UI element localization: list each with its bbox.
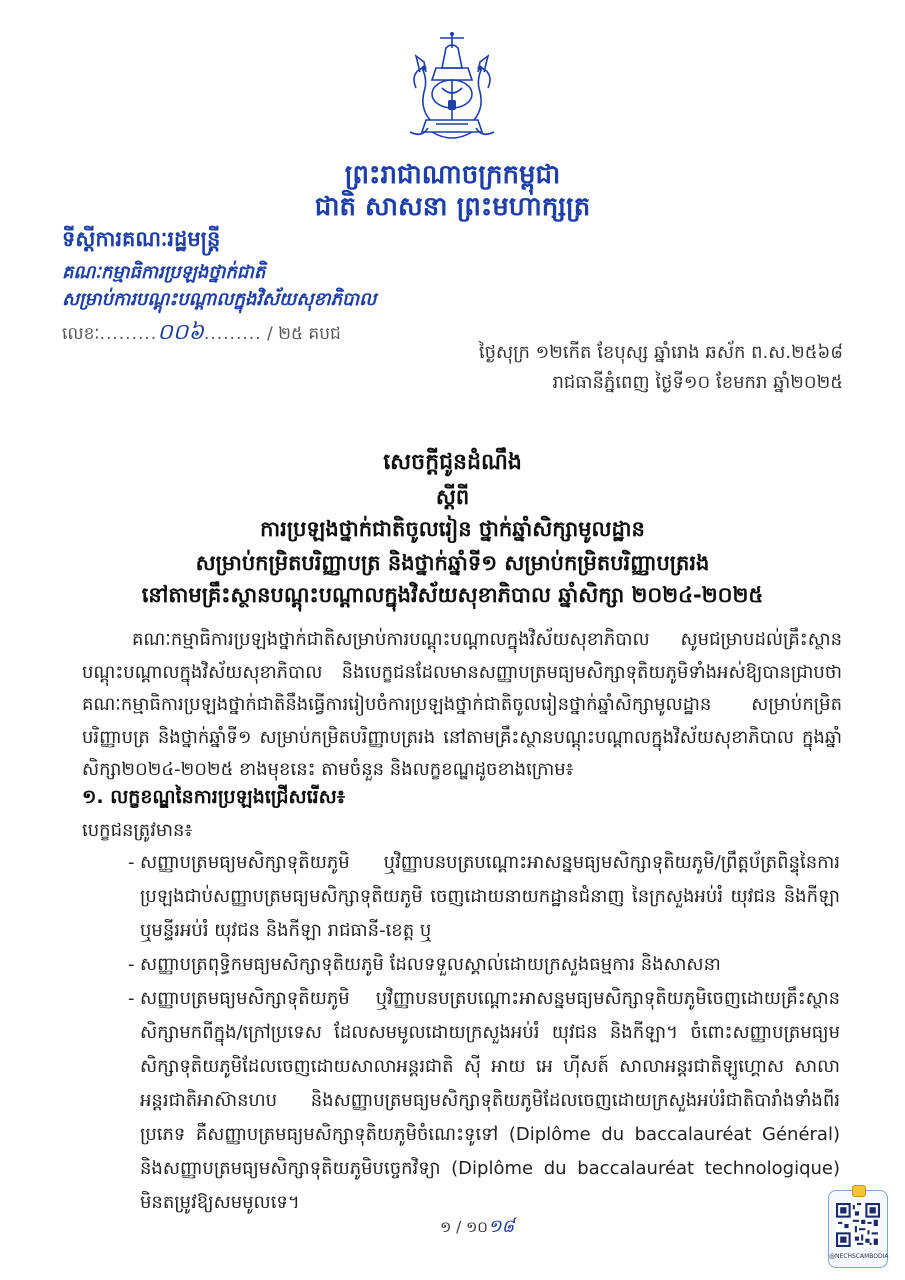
qr-label: @NECHSCAMBODIA	[829, 1253, 889, 1260]
kingdom-title: ព្រះរាជាណាចក្រកម្ពុជា	[344, 160, 561, 190]
requirement-text: សញ្ញាបត្រមធ្យមសិក្សាទុតិយភូមិ ឬវិញ្ញាបនបត្របណ្តោះអាសន្នមធ្យមសិក្សាទុតិយភូមិចេញដោយគ្រឹះស្ថានសិក្សាមកពីក្នុង/ក្រៅប្រទេស ដែលសមមូលដោយក្រសួងអប់រំ យុវជន និងកីឡា។ ចំពោះសញ្ញាបត្រមធ្យមសិក្សាទុតិយភូមិដែលចេញដោយសាលាអន្តរជាតិ ស៊ី អាយ អេ ហ៊ីសត៍ សាលាអន្តរជាតិឡូហ្គោស សាលាអន្តរជាតិអាស៊ានហប និងសញ្ញាបត្រមធ្យមសិក្សាទុតិយភូមិដែលចេញដោយក្រសួងអប់រំជាតិបារាំងទាំងពីរប្រភេទ គឺសញ្ញាបត្រមធ្យមសិក្សាទុតិយភូមិចំណេះទូទៅ (Diplôme du baccalauréat Général) និងសញ្ញាបត្រមធ្យមសិក្សាទុតិយភូមិបច្ចេកវិទ្យា (Diplôme du baccalauréat technologique) មិនតម្រូវឱ្យសមមូលទេ។	[140, 988, 840, 1213]
reference-number-line	[62, 318, 341, 350]
requirements-list	[128, 846, 840, 1213]
page-number	[440, 1214, 514, 1241]
notice-subject-line3: នៅតាមគ្រឹះស្ថានបណ្តុះបណ្តាលក្នុងវិស័យសុខាភិបាល ឆ្នាំសិក្សា ២០២៤-២០២៥	[141, 583, 764, 607]
section-1-title: ១. លក្ខខណ្ឌនៃការប្រឡងជ្រើសរើស៖	[82, 786, 346, 808]
national-motto: ជាតិ សាសនា ព្រះមហាក្សត្រ	[314, 192, 591, 222]
reference-dots-after: .........	[203, 324, 262, 344]
committee-name-line1: គណៈកម្មាធិការប្រឡងថ្នាក់ជាតិ	[62, 262, 266, 283]
handwritten-mark: ១៨	[487, 1216, 515, 1237]
section-1-lead: បេក្ខជនត្រូវមាន៖	[82, 820, 193, 841]
reference-suffix: / ២៥ គបជ	[266, 324, 341, 344]
notice-subject-line2: សម្រាប់កម្រិតបរិញ្ញាបត្រ និងថ្នាក់ឆ្នាំទី១ សម្រាប់កម្រិតបរិញ្ញាបត្ររង	[195, 551, 710, 575]
notice-title: សេចក្តីជូនដំណឹង	[383, 450, 522, 475]
lunar-date: ថ្ងៃសុក្រ ១២កើត ខែបុស្ស ឆ្នាំរោង ឆស័ក ព.ស.២៥៦៨	[478, 342, 843, 363]
reference-prefix: លេខៈ	[62, 324, 100, 344]
intro-paragraph	[82, 624, 842, 787]
list-item: - សញ្ញាបត្រពុទ្ធិកមធ្យមសិក្សាទុតិយភូមិ ដែលទទួលស្គាល់ដោយក្រសួងធម្មការ និងសាសនា	[128, 954, 721, 975]
office-name: ទីស្តីការគណៈរដ្ឋមន្ត្រី	[62, 227, 221, 251]
gregorian-date: រាជធានីភ្នំពេញ ថ្ងៃទី១០ ខែមករា ឆ្នាំ២០២៥	[552, 372, 843, 393]
qr-code-badge[interactable]	[828, 1190, 888, 1268]
committee-name-line2: សម្រាប់ការបណ្តុះបណ្តាលក្នុងវិស័យសុខាភិបាល	[62, 289, 377, 310]
requirement-text: សញ្ញាបត្រមធ្យមសិក្សាទុតិយភូមិ ឬវិញ្ញាបនបត្របណ្តោះអាសន្នមធ្យមសិក្សាទុតិយភូមិ/ព្រឹត្តប័ត្រពិន្ទុនៃការប្រឡងជាប់សញ្ញាបត្រមធ្យមសិក្សាទុតិយភូមិ ចេញដោយនាយកដ្ឋានជំនាញ នៃក្រសួងអប់រំ យុវជន និងកីឡា ឬមន្ទីរអប់រំ យុវជន និងកីឡា រាជធានី-ខេត្ត ឬ	[140, 852, 840, 941]
qr-code-icon[interactable]	[836, 1203, 880, 1247]
page-number-text: ១ / ១០	[440, 1218, 488, 1236]
intro-text: គណៈកម្មាធិការប្រឡងថ្នាក់ជាតិសម្រាប់ការបណ្តុះបណ្តាលក្នុងវិស័យសុខាភិបាល សូមជម្រាបដល់គ្រឹះស្ថានបណ្តុះបណ្តាលក្នុងវិស័យសុខាភិបាល និងបេក្ខជនដែលមានសញ្ញាបត្រមធ្យមសិក្សាទុតិយភូមិទាំងអស់ឱ្យបានជ្រាបថា គណៈកម្មាធិការប្រឡងថ្នាក់ជាតិនឹងធ្វើការរៀបចំការប្រឡងថ្នាក់ជាតិចូលរៀនថ្នាក់ឆ្នាំសិក្សាមូលដ្ឋាន សម្រាប់កម្រិតបរិញ្ញាបត្រ និងថ្នាក់ឆ្នាំទី១ សម្រាប់កម្រិតបរិញ្ញាបត្ររង នៅតាមគ្រឹះស្ថានបណ្តុះបណ្តាលក្នុងវិស័យសុខាភិបាល ក្នុងឆ្នាំសិក្សា២០២៤-២០២៥ ខាងមុខនេះ តាមចំនួន និងលក្ខខណ្ឌដូចខាងក្រោម៖	[82, 629, 842, 780]
badge-clip-icon	[852, 1185, 866, 1197]
notice-subject-line1: ការប្រឡងថ្នាក់ជាតិចូលរៀន ថ្នាក់ឆ្នាំសិក្សាមូលដ្ឋាន	[260, 517, 645, 541]
list-item: - សញ្ញាបត្រមធ្យមសិក្សាទុតិយភូមិ ឬវិញ្ញាបនបត្របណ្តោះអាសន្នមធ្យមសិក្សាទុតិយភូមិចេញដោយគ្រឹះស្ថានសិក្សាមកពីក្នុង/ក្រៅប្រទេស ដែលសមមូលដោយក្រសួងអប់រំ យុវជន និងកីឡា។ ចំពោះសញ្ញាបត្រមធ្យមសិក្សាទុតិយភូមិដែលចេញដោយសាលាអន្តរជាតិ ស៊ី អាយ អេ ហ៊ីសត៍ សាលាអន្តរជាតិឡូហ្គោស សាលាអន្តរជាតិអាស៊ានហប និងសញ្ញាបត្រមធ្យមសិក្សាទុតិយភូមិដែលចេញដោយក្រសួងអប់រំជាតិបារាំងទាំងពីរប្រភេទ គឺសញ្ញាបត្រមធ្យមសិក្សាទុតិយភូមិចំណេះទូទៅ (Diplôme du baccalauréat Général) និងសញ្ញាបត្រមធ្យមសិក្សាទុតិយភូមិបច្ចេកវិទ្យា (Diplôme du baccalauréat technologique) មិនតម្រូវឱ្យសមមូលទេ។	[128, 988, 840, 1213]
requirement-text: សញ្ញាបត្រពុទ្ធិកមធ្យមសិក្សាទុតិយភូមិ ដែលទទួលស្គាល់ដោយក្រសួងធម្មការ និងសាសនា	[140, 954, 721, 975]
reference-handwritten-number: ០០៦	[157, 320, 204, 345]
notice-subject-label: ស្តីពី	[435, 485, 470, 509]
royal-emblem-icon	[402, 28, 502, 156]
reference-dots-before: .........	[99, 324, 158, 344]
list-item: - សញ្ញាបត្រមធ្យមសិក្សាទុតិយភូមិ ឬវិញ្ញាបនបត្របណ្តោះអាសន្នមធ្យមសិក្សាទុតិយភូមិ/ព្រឹត្តប័ត្រពិន្ទុនៃការប្រឡងជាប់សញ្ញាបត្រមធ្យមសិក្សាទុតិយភូមិ ចេញដោយនាយកដ្ឋានជំនាញ នៃក្រសួងអប់រំ យុវជន និងកីឡា ឬមន្ទីរអប់រំ យុវជន និងកីឡា រាជធានី-ខេត្ត ឬ	[128, 852, 840, 941]
